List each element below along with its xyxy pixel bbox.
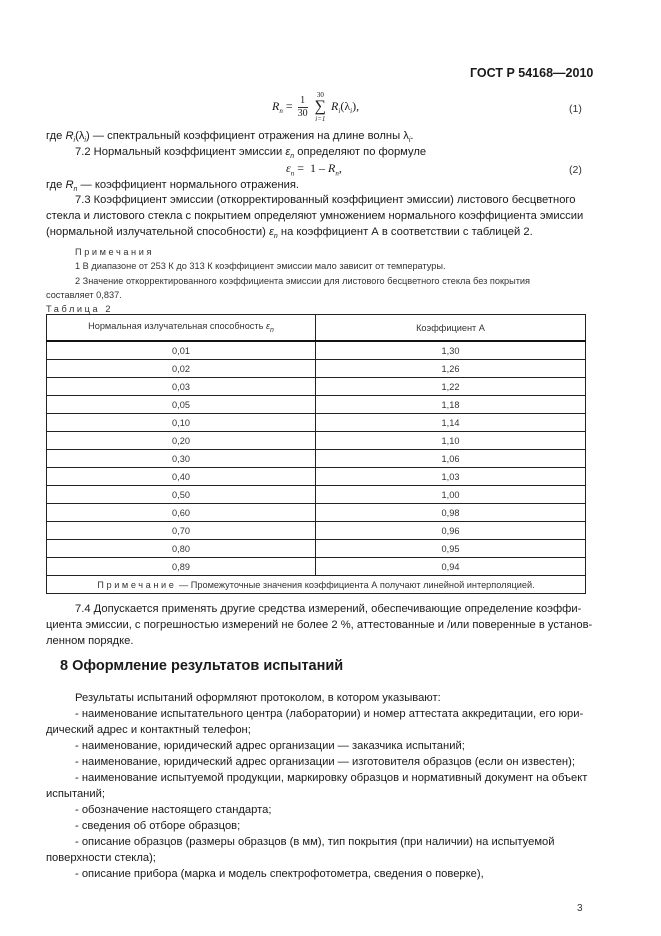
- table-row: [47, 486, 586, 504]
- formula-2-r-sub: n: [335, 169, 339, 178]
- paragraph-7-4-line-1: 7.4 Допускается применять другие средства измерений, обеспечивающие определение коэффи-: [75, 603, 582, 615]
- list-item-continuation: поверхности стекла);: [46, 852, 156, 864]
- formula-2-rhs: = 1 –: [294, 161, 329, 175]
- cell-coefficient-a: 0,94: [316, 558, 586, 576]
- paragraph-7-3-line-1: 7.3 Коэффициент эмиссии (откорректированный коэффициент эмиссии) листового бесцветного: [75, 194, 576, 206]
- cell-emissivity: 0,80: [47, 540, 316, 558]
- table-row: [47, 414, 586, 432]
- cell-emissivity: 0,89: [47, 558, 316, 576]
- note-2-line-2: составляет 0,837.: [46, 290, 122, 300]
- formula-1-term: R: [331, 98, 339, 113]
- formula-1-fraction: [298, 95, 308, 120]
- lambda-symbol: λ: [403, 130, 409, 142]
- fraction-numerator: 1: [298, 95, 308, 108]
- document-code: ГОСТ Р 54168—2010: [470, 66, 594, 80]
- list-item: - наименование, юридический адрес организации — изготовителя образцов (если он известен);: [75, 756, 575, 768]
- formula-1-eq: =: [285, 98, 293, 113]
- formula-1-arg-sub: i: [350, 107, 353, 116]
- sigma-symbol: ∑: [314, 98, 327, 115]
- cell-emissivity: 0,10: [47, 414, 316, 432]
- table-row: [47, 360, 586, 378]
- formula-1-term-sub: i: [338, 107, 341, 116]
- list-item: - наименование испытательного центра (лаборатории) и номер аттестата аккредитации, его юри-: [75, 708, 584, 720]
- para-7-3-line-3-a: (нормальной излучательной способности): [46, 226, 269, 238]
- cell-coefficient-a: 0,96: [316, 522, 586, 540]
- epsilon-symbol: ε: [268, 226, 274, 238]
- cell-emissivity: 0,70: [47, 522, 316, 540]
- where-symbol-arg-close: ): [85, 130, 90, 142]
- table-row: [47, 522, 586, 540]
- formula-2: [286, 161, 342, 177]
- table-row: [47, 341, 586, 360]
- para-7-2-text-b: определяют по формуле: [294, 146, 427, 158]
- table-note-text: — Промежуточные значения коэффициента А получают линейной интерполяцией.: [176, 579, 535, 590]
- where-end: .: [410, 130, 414, 142]
- section-8-intro: Результаты испытаний оформляют протоколом, в котором указывают:: [75, 692, 441, 704]
- list-item-continuation: дический адрес и контактный телефон;: [46, 724, 251, 736]
- cell-emissivity: 0,60: [47, 504, 316, 522]
- section-8-heading: 8 Оформление результатов испытаний: [60, 658, 344, 674]
- paragraph-7-4-line-2: циента эмиссии, с погрешностью измерений не более 2 %, аттестованные и /или поверенные в установ-: [46, 619, 593, 631]
- para-7-3-line-3-b: на коэффициент А в соответствии с таблицей 2.: [277, 226, 533, 238]
- formula-2-epsilon-sub: n: [290, 169, 295, 178]
- list-item: - обозначение настоящего стандарта;: [75, 804, 272, 816]
- cell-emissivity: 0,03: [47, 378, 316, 396]
- table-row: [47, 558, 586, 576]
- epsilon-sub: n: [270, 326, 274, 334]
- sum-upper-limit: 30: [316, 91, 324, 99]
- where2-symbol-sub: n: [73, 186, 78, 194]
- note-1: 1 В диапазоне от 253 К до 313 К коэффициент эмиссии мало зависит от температуры.: [75, 261, 446, 271]
- formula-2-r: R: [328, 161, 336, 175]
- header-col1-label: Нормальная излучательная способность: [88, 321, 266, 332]
- table-row: [47, 378, 586, 396]
- cell-coefficient-a: 1,14: [316, 414, 586, 432]
- epsilon-sub: n: [290, 153, 295, 161]
- summation-sign: [315, 90, 326, 124]
- equation-number-2: (2): [569, 164, 582, 176]
- formula-1-lhs: R: [272, 98, 280, 113]
- notes-title: Примечания: [75, 247, 155, 257]
- table-row: [47, 432, 586, 450]
- cell-coefficient-a: 1,03: [316, 468, 586, 486]
- where-prefix: где: [46, 130, 66, 142]
- list-item-continuation: испытаний;: [46, 788, 105, 800]
- paragraph-7-4-line-3: ленном порядке.: [46, 635, 134, 647]
- paragraph-7-3-line-2: стекла и листового стекла с покрытием определяют умножением нормального коэффициента эмиссии: [46, 210, 584, 222]
- cell-emissivity: 0,05: [47, 396, 316, 414]
- cell-coefficient-a: 0,95: [316, 540, 586, 558]
- cell-coefficient-a: 1,22: [316, 378, 586, 396]
- para-7-2-text-a: 7.2 Нормальный коэффициент эмиссии: [75, 146, 286, 158]
- formula-1-arg-close: ): [352, 98, 357, 113]
- table-header-emissivity: [47, 315, 316, 342]
- where-symbol-sub: i: [73, 137, 76, 145]
- table-row: [47, 540, 586, 558]
- epsilon-sub: n: [273, 233, 278, 241]
- table-note: [47, 576, 586, 594]
- cell-emissivity: 0,20: [47, 432, 316, 450]
- where-text: — спектральный коэффициент отражения на длине волны: [89, 130, 404, 142]
- fraction-denominator: 30: [297, 107, 308, 119]
- list-item: - описание образцов (размеры образцов (в мм), тип покрытия (при наличии) на испытуемой: [75, 836, 555, 848]
- table-row: [47, 450, 586, 468]
- note-2-line-1: 2 Значение откорректированного коэффициента эмиссии для листового бесцветного стекла без покрытия: [75, 276, 531, 286]
- cell-emissivity: 0,50: [47, 486, 316, 504]
- formula-1: [272, 90, 359, 124]
- cell-coefficient-a: 1,30: [316, 341, 586, 360]
- table-header-row: [47, 315, 586, 342]
- where-symbol: R: [65, 130, 74, 142]
- table-row: [47, 396, 586, 414]
- paragraph-7-3-line-3: [46, 224, 533, 245]
- where2-text: — коэффициент нормального отражения.: [77, 179, 300, 191]
- formula-2-epsilon: ε: [286, 161, 291, 175]
- paragraph-7-2: [75, 144, 426, 165]
- formula-1-lhs-sub: n: [279, 107, 283, 116]
- sum-lower-limit: i=1: [315, 115, 326, 123]
- lambda-sub: i: [408, 137, 411, 145]
- list-item: - наименование, юридический адрес организации — заказчика испытаний;: [75, 740, 465, 752]
- formula-1-arg: (λ: [340, 98, 351, 113]
- cell-coefficient-a: 1,00: [316, 486, 586, 504]
- equation-number-1: (1): [569, 103, 582, 115]
- where2-prefix: где: [46, 179, 66, 191]
- page-number: 3: [577, 903, 583, 914]
- table-caption: Таблица 2: [46, 304, 114, 314]
- table-note-label: Примечание: [97, 579, 177, 590]
- list-item: - сведения об отборе образцов;: [75, 820, 241, 832]
- cell-emissivity: 0,30: [47, 450, 316, 468]
- list-item: - наименование испытуемой продукции, маркировку образцов и нормативный документ на объект: [75, 772, 588, 784]
- table-row: [47, 504, 586, 522]
- table-header-coefficient-a: Коэффициент А: [316, 315, 586, 342]
- list-item: - описание прибора (марка и модель спектрофотометра, сведения о поверке),: [75, 868, 484, 880]
- cell-emissivity: 0,40: [47, 468, 316, 486]
- cell-coefficient-a: 1,06: [316, 450, 586, 468]
- where2-symbol: R: [65, 179, 74, 191]
- epsilon-symbol: ε: [265, 321, 270, 332]
- cell-coefficient-a: 1,26: [316, 360, 586, 378]
- cell-coefficient-a: 1,10: [316, 432, 586, 450]
- cell-emissivity: 0,01: [47, 341, 316, 360]
- table-row: [47, 468, 586, 486]
- where-symbol-arg-sub: i: [84, 137, 86, 145]
- epsilon-symbol: ε: [285, 146, 291, 158]
- cell-coefficient-a: 0,98: [316, 504, 586, 522]
- formula-2-trail: ,: [338, 161, 342, 175]
- formula-1-trail: ,: [356, 98, 360, 113]
- table-emissivity-coefficient: [46, 314, 586, 594]
- where-symbol-arg: (λ: [75, 130, 85, 142]
- table-note-row: [47, 576, 586, 594]
- cell-emissivity: 0,02: [47, 360, 316, 378]
- cell-coefficient-a: 1,18: [316, 396, 586, 414]
